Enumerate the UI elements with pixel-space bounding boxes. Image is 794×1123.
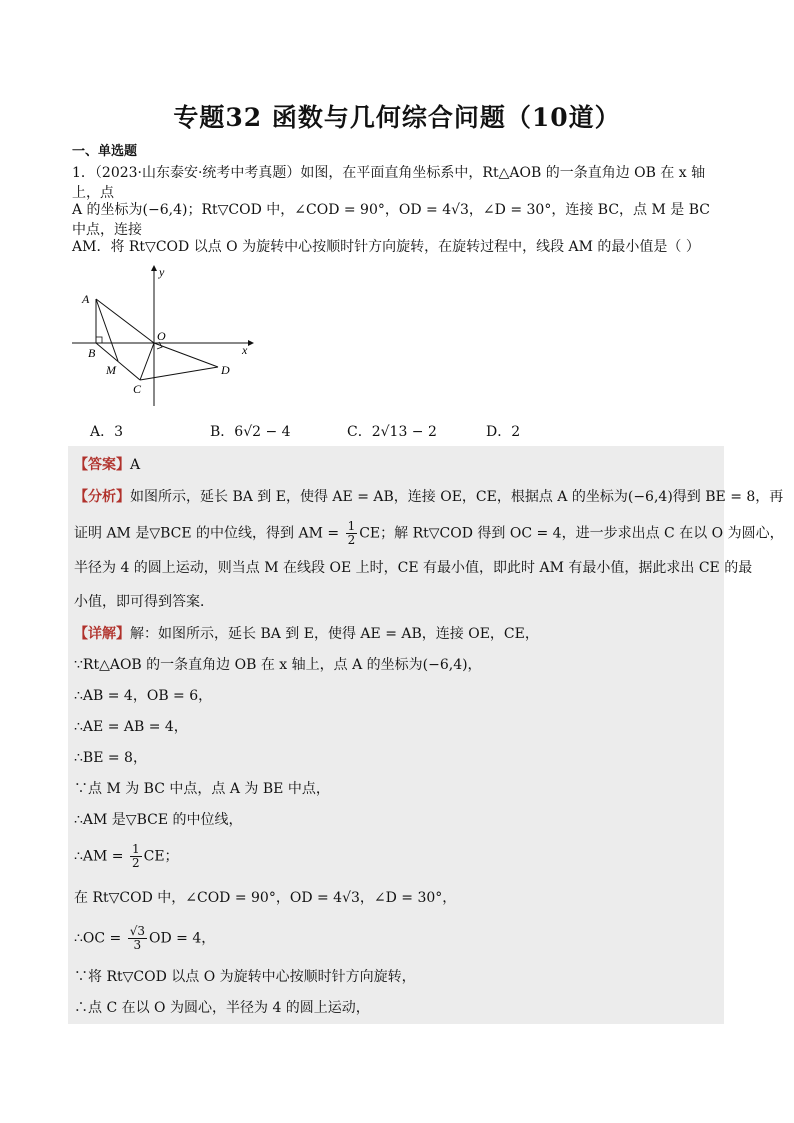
segment-oc <box>140 343 154 380</box>
fraction-den: 2 <box>347 533 356 547</box>
fraction-num: 1 <box>347 519 356 533</box>
detail-line-0 <box>74 624 726 644</box>
analysis-line-2 <box>74 519 784 547</box>
question-line-3: AM．将 Rt▽COD 以点 O 为旋转中心按顺时针方向旋转，在旋转过程中，线段 AM 的最小值是（ ） <box>72 239 700 255</box>
label-m: M <box>106 363 116 377</box>
am-half-suffix: CE； <box>143 848 179 865</box>
segment-cd <box>140 367 218 380</box>
analysis-text-1: 如图所示，延长 BA 到 E，使得 AE = AB，连接 OE，CE，根据点 A 的坐标为(−6,4)得到 BE = 8，再 <box>130 489 784 505</box>
detail-line-rotate: ∵将 Rt▽COD 以点 O 为旋转中心按顺时针方向旋转， <box>74 969 416 985</box>
fraction-half-2 <box>130 843 142 870</box>
detail-line-1: ∵Rt△AOB 的一条直角边 OB 在 x 轴上，点 A 的坐标为(−6,4)， <box>74 657 482 673</box>
question-line-2: A 的坐标为(−6,4)；Rt▽COD 中，∠COD = 90°，OD = 4√3，∠D = 30°，连接 BC，点 M 是 BC 中点，连接 <box>72 202 710 238</box>
detail-line-cod: 在 Rt▽COD 中，∠COD = 90°，OD = 4√3，∠D = 30°， <box>74 890 457 906</box>
segment-ao <box>96 299 154 343</box>
fraction-num: √3 <box>129 924 146 938</box>
detail-line-oc <box>74 925 726 952</box>
detail-line-am-half <box>74 843 726 870</box>
label-x: x <box>242 343 248 357</box>
segment-od <box>154 343 218 367</box>
fraction-half <box>346 520 358 547</box>
fraction-den: 3 <box>133 938 142 952</box>
label-d: D <box>221 363 230 377</box>
right-angle-b <box>96 337 102 343</box>
label-a: A <box>82 292 90 306</box>
x-axis-arrow <box>248 340 254 346</box>
fraction-num: 1 <box>131 842 140 856</box>
detail-line-circle: ∴点 C 在以 O 为圆心，半径为 4 的圆上运动， <box>74 1000 370 1016</box>
analysis-tag: 【分析】 <box>74 489 130 505</box>
fraction-den: 2 <box>131 856 140 870</box>
label-y: y <box>159 265 165 279</box>
question-line-1: 1．（2023·山东泰安·统考中考真题）如图，在平面直角坐标系中，Rt△AOB 的一条直角边 OB 在 x 轴上，点 <box>72 165 706 201</box>
choice-c[interactable]: C．2√13 − 2 <box>347 424 437 440</box>
choice-a[interactable]: A．3 <box>90 424 124 440</box>
fraction-sqrt3 <box>128 925 147 952</box>
choice-d[interactable]: D．2 <box>486 424 521 440</box>
oc-suffix: OD = 4， <box>149 930 216 947</box>
choice-b[interactable]: B．6√2 − 4 <box>210 424 291 440</box>
detail-line-4: ∴BE = 8， <box>74 750 147 766</box>
oc-prefix: ∴OC = <box>74 930 126 947</box>
section-heading: 一、单选题 <box>72 144 138 159</box>
analysis-line-4: 小值，即可得到答案． <box>74 594 214 610</box>
analysis-text-2b: CE；解 Rt▽COD 得到 OC = 4，进一步求出点 C 在以 O 为圆心， <box>359 525 784 542</box>
detail-tag: 【详解】 <box>74 626 130 642</box>
detail-text-0: 解：如图所示，延长 BA 到 E，使得 AE = AB，连接 OE，CE， <box>130 626 539 642</box>
analysis-text-2a: 证明 AM 是▽BCE 的中位线，得到 AM = <box>74 525 344 542</box>
label-b: B <box>88 346 96 360</box>
label-c: C <box>133 382 142 396</box>
detail-line-6: ∴AM 是▽BCE 的中位线， <box>74 812 243 828</box>
detail-line-3: ∴AE = AB = 4， <box>74 719 188 735</box>
answer-line <box>74 455 726 475</box>
analysis-line-1 <box>74 487 784 507</box>
geometry-figure <box>68 262 268 412</box>
page-title: 专题32 函数与几何综合问题（10道） <box>173 103 621 132</box>
segment-bc <box>96 343 140 380</box>
label-o: O <box>157 329 166 343</box>
detail-line-2: ∴AB = 4，OB = 6， <box>74 688 213 704</box>
detail-line-5: ∵点 M 为 BC 中点，点 A 为 BE 中点， <box>74 781 330 797</box>
analysis-line-3: 半径为 4 的圆上运动，则当点 M 在线段 OE 上时，CE 有最小值，即此时 AM 有最小值，据此求出 CE 的最 <box>74 560 753 576</box>
am-half-prefix: ∴AM = <box>74 848 128 865</box>
answer-value: A <box>130 457 141 473</box>
y-axis-arrow <box>151 265 157 271</box>
answer-tag: 【答案】 <box>74 457 130 473</box>
